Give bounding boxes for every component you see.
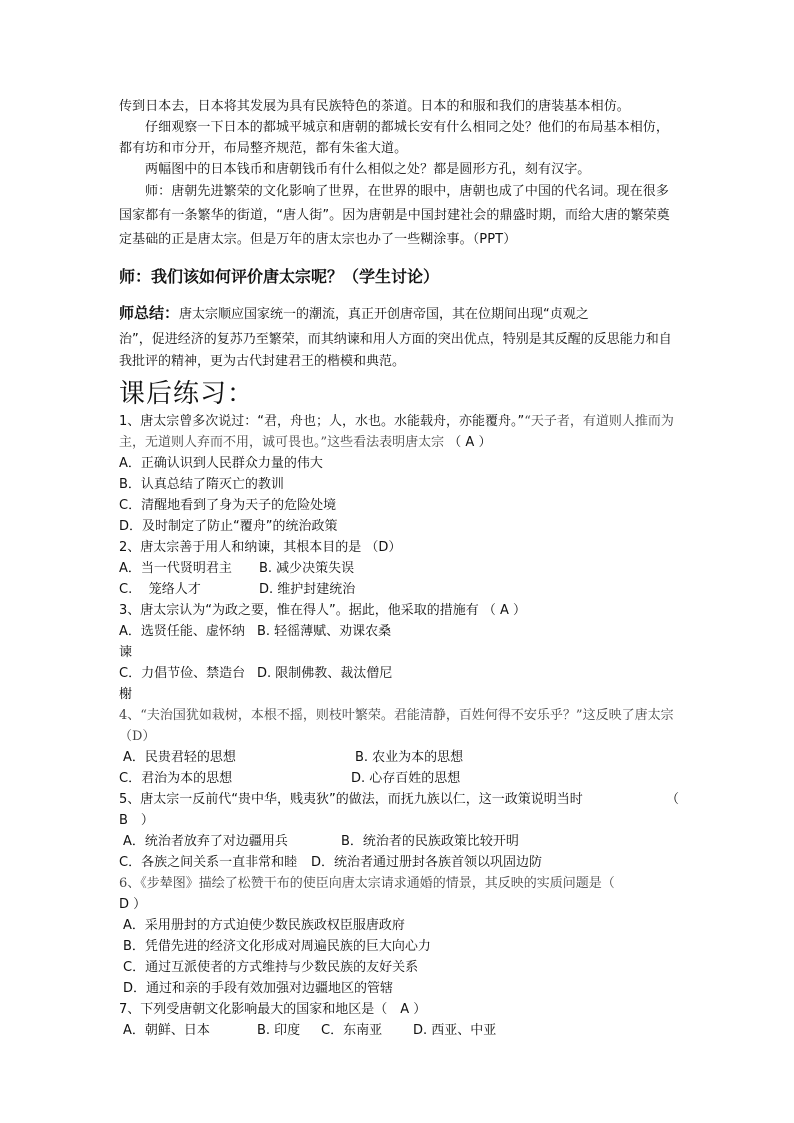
q6-option-b: B．凭借先进的经济文化形成对周遍民族的巨大向心力 <box>123 939 431 954</box>
summary-lead: 师总结： <box>119 304 180 322</box>
q7-option-b: B. 印度 <box>257 1023 301 1038</box>
question-3 <box>119 600 679 705</box>
paragraph-capital-layout: 仔细观察一下日本的都城平城京和唐朝的都城长安有什么相同之处？他们的布局基本相仿，都有坊和市分开，布局整齐规范，都有朱雀大道。 <box>119 120 670 156</box>
teacher-summary <box>119 302 679 373</box>
q7-stem: 7、下列受唐朝文化影响最大的国家和地区是（ A ） <box>119 1002 427 1017</box>
question-6 <box>119 873 679 999</box>
summary-text-line2: 治”，促进经济的复苏乃至繁荣，而其纳谏和用人方面的突出优点，特别是其反醒的反思能力和自我批评的精神，更为古代封建君王的楷模和典范。 <box>119 332 672 369</box>
q4-option-c: C．君治为本的思想 <box>119 771 233 786</box>
q2-stem: 2、唐太宗善于用人和纳谏，其根本目的是 （D） <box>119 540 402 555</box>
q7-option-a: A．朝鲜、日本 <box>123 1023 210 1038</box>
q5-answer: B ） <box>119 813 154 828</box>
q2-option-a: A．当一代贤明君主 <box>119 561 232 576</box>
q1-stem-a: 1、唐太宗曾多次说过：“君，舟也；人，水也。水能载舟，亦能覆舟。” <box>119 414 525 429</box>
q4-stem: 4、“夫治国犹如栽树，本根不摇，则枝叶繁荣。君能清静，百姓何得不安乐乎？”这反映了唐太宗 （D） <box>119 708 674 744</box>
q7-option-c: C．东南亚 <box>321 1023 383 1038</box>
q5-option-c: C．各族之间关系一直非常和睦 <box>119 855 298 870</box>
q4-option-b: B. 农业为本的思想 <box>355 750 464 765</box>
q6-option-c: C．通过互派使者的方式维持与少数民族的友好关系 <box>123 960 419 975</box>
q2-option-d: D. 维护封建统治 <box>259 582 356 597</box>
q1-option-a: A．正确认识到人民群众力量的伟大 <box>119 456 323 471</box>
q2-option-c: C. 笼络人才 <box>119 582 201 597</box>
q6-answer: D ） <box>119 897 147 912</box>
q2-option-b: B. 减少决策失误 <box>259 561 355 576</box>
q5-stem: 5、唐太宗一反前代“贵中华，贱夷狄”的做法，而抚九族以仁，这一政策说明当时 <box>119 792 583 807</box>
question-1 <box>119 411 679 537</box>
summary-text-line1: 唐太宗顺应国家统一的潮流，真正开创唐帝国，其在位期间出现“贞观之 <box>179 307 589 322</box>
paragraph-teacher-intro: 师：唐朝先进繁荣的文化影响了世界，在世界的眼中，唐朝也成了中国的代名词。现在很多国家都有一条繁华的街道，“唐人街”。因为唐朝是中国封建社会的鼎盛时期，而给大唐的繁荣奠定基础的正是唐太宗。但是万年的唐太宗也办了一些糊涂事。（PPT） <box>119 184 670 247</box>
question-5 <box>119 789 679 873</box>
question-7 <box>119 999 679 1041</box>
q6-stem: 6、《步辇图》描绘了松赞干布的使臣向唐太宗请求通婚的情景，其反映的实质问题是（ <box>119 876 615 891</box>
paragraph-coins: 两幅图中的日本钱币和唐朝钱币有什么相似之处？都是圆形方孔，刻有汉字。 <box>145 162 591 177</box>
question-4 <box>119 705 679 789</box>
q3-option-c: C．力倡节俭、禁造台榭 <box>119 666 246 702</box>
document-content <box>119 96 679 1041</box>
q4-option-d: D. 心存百姓的思想 <box>351 771 461 786</box>
paragraph-tea-ceremony: 传到日本去，日本将其发展为具有民族特色的茶道。日本的和服和我们的唐装基本相仿。 <box>119 99 630 114</box>
q4-option-a: A．民贵君轻的思想 <box>123 750 236 765</box>
q5-answer-open: （ <box>665 792 679 807</box>
q5-option-b: B．统治者的民族政策比较开明 <box>341 834 519 849</box>
q6-option-d: D．通过和亲的手段有效加强对边疆地区的管辖 <box>123 981 394 996</box>
q3-option-a: A．选贤任能、虚怀纳谏 <box>119 624 245 660</box>
q5-option-a: A．统治者放弃了对边疆用兵 <box>123 834 288 849</box>
q3-stem: 3、唐太宗认为“为政之要，惟在得人”。据此，他采取的措施有 （ A ） <box>119 603 527 618</box>
q1-option-b: B．认真总结了隋灭亡的教训 <box>119 477 284 492</box>
q5-stem-line <box>119 789 679 810</box>
q5-option-d: D．统治者通过册封各族首领以巩固边防 <box>311 855 543 870</box>
q1-answer: （ A ） <box>448 435 492 450</box>
q1-option-d: D．及时制定了防止“覆舟”的统治政策 <box>119 519 338 534</box>
discussion-heading: 师：我们该如何评价唐太宗呢？（学生讨论） <box>119 267 440 286</box>
q1-option-c: C．清醒地看到了身为天子的危险处境 <box>119 498 337 513</box>
q3-option-b: B. 轻徭薄赋、劝课农桑 <box>257 624 392 639</box>
q7-option-d: D. 西亚、中亚 <box>413 1023 497 1038</box>
q6-option-a: A．采用册封的方式迫使少数民族政权臣服唐政府 <box>123 918 405 933</box>
question-2 <box>119 537 679 600</box>
q1-stem-b: “天子者，有道则人推而为主，无道则人弃而不用，诚可畏也。”这些看法表明唐太宗 <box>119 414 674 450</box>
exercise-title: 课后练习： <box>119 379 255 409</box>
q3-option-d: D. 限制佛教、裁汰僧尼 <box>257 666 393 681</box>
